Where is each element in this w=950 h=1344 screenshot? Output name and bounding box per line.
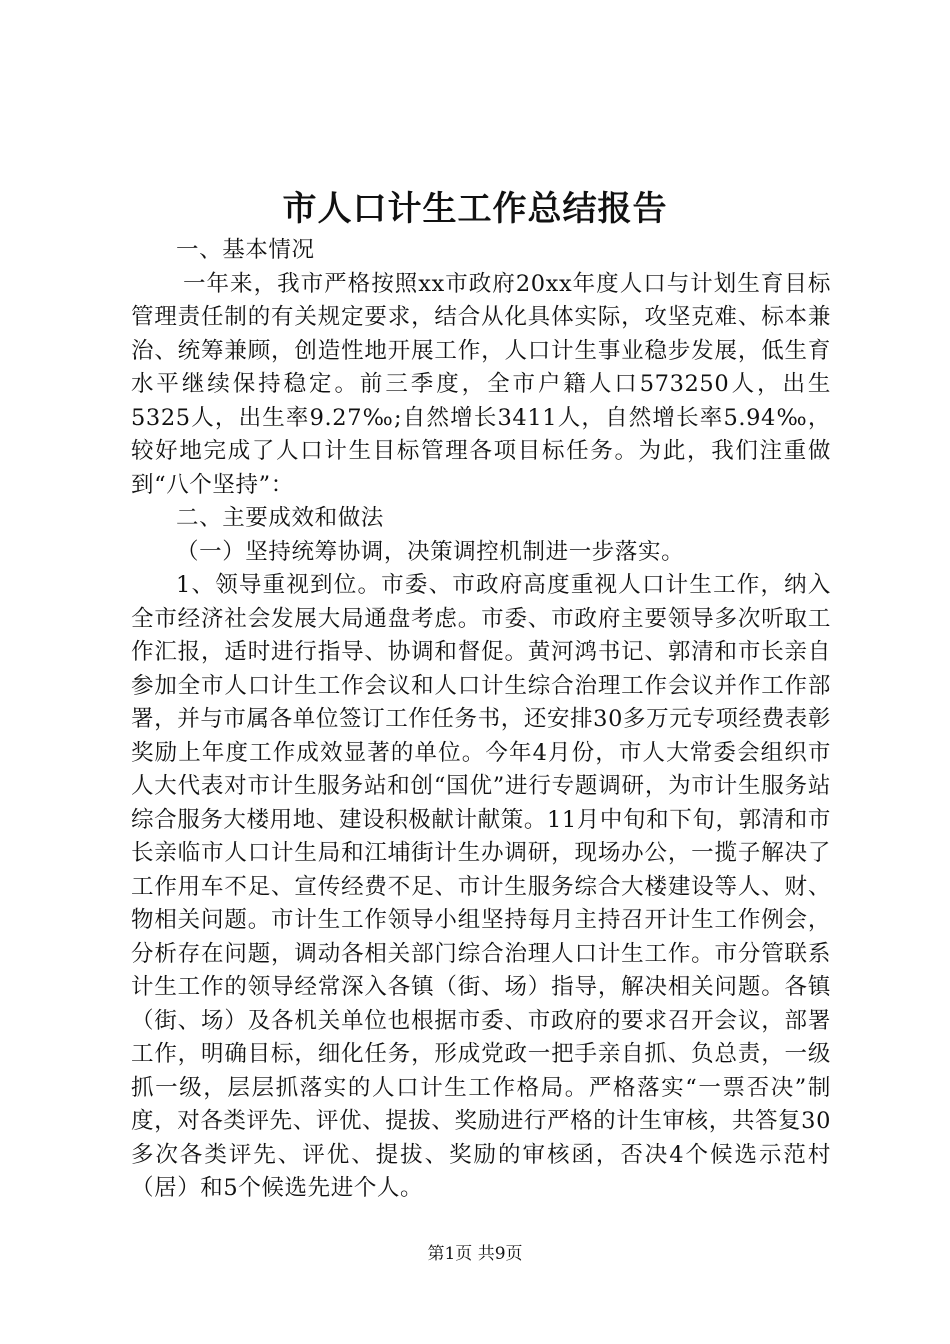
document-body <box>131 234 831 1206</box>
subsection-heading-coordination: （一）坚持统筹协调，决策调控机制进一步落实。 <box>176 538 685 565</box>
section-heading-basic-situation: 一、基本情况 <box>176 237 315 263</box>
page-number-footer: 第1页 共9页 <box>427 1244 523 1264</box>
paragraph-overview: 一年来，我市严格按照xx市政府20xx年度人口与计划生育目标管理责任制的有关规定要求，结合从化具体实际，攻坚克难、标本兼治、统筹兼顾，创造性地开展工作，人口计生事业稳步发展，低生育水平继续保持稳定。前三季度，全市户籍人口573250人，出生5325人，出生率9.27‰;自然增长3411人，自然增长率5.94‰，较好地完成了人口计生目标管理各项目标任务。为此，我们注重做到“八个坚持”： <box>131 270 831 498</box>
paragraph-leadership: 1、领导重视到位。市委、市政府高度重视人口计生工作，纳入全市经济社会发展大局通盘考虑。市委、市政府主要领导多次听取工作汇报，适时进行指导、协调和督促。黄河鸿书记、郭清和市长亲自参加全市人口计生工作会议和人口计生综合治理工作会议并作工作部署，并与市属各单位签订工作任务书，还安排30多万元专项经费表彰奖励上年度工作成效显著的单位。今年4月份，市人大常委会组织市人大代表对市计生服务站和创“国优”进行专题调研，为市计生服务站综合服务大楼用地、建设积极献计献策。11月中旬和下旬，郭清和市长亲临市人口计生局和江埔街计生办调研，现场办公，一揽子解决了工作用车不足、宣传经费不足、市计生服务综合大楼建设等人、财、物相关问题。市计生工作领导小组坚持每月主持召开计生工作例会，分析存在问题，调动各相关部门综合治理人口计生工作。市分管联系计生工作的领导经常深入各镇（街、场）指导，解决相关问题。各镇（街、场）及各机关单位也根据市委、市政府的要求召开会议，部署工作，明确目标，细化任务，形成党政一把手亲自抓、负总责，一级抓一级，层层抓落实的人口计生工作格局。严格落实“一票否决”制度，对各类评先、评优、提拔、奖励进行严格的计生审核，共答复30多次各类评先、评优、提拔、奖励的审核函，否决4个候选示范村（居）和5个候选先进个人。 <box>131 572 831 1201</box>
document-title: 市人口计生工作总结报告 <box>282 189 668 229</box>
section-heading-achievements: 二、主要成效和做法 <box>176 505 384 531</box>
